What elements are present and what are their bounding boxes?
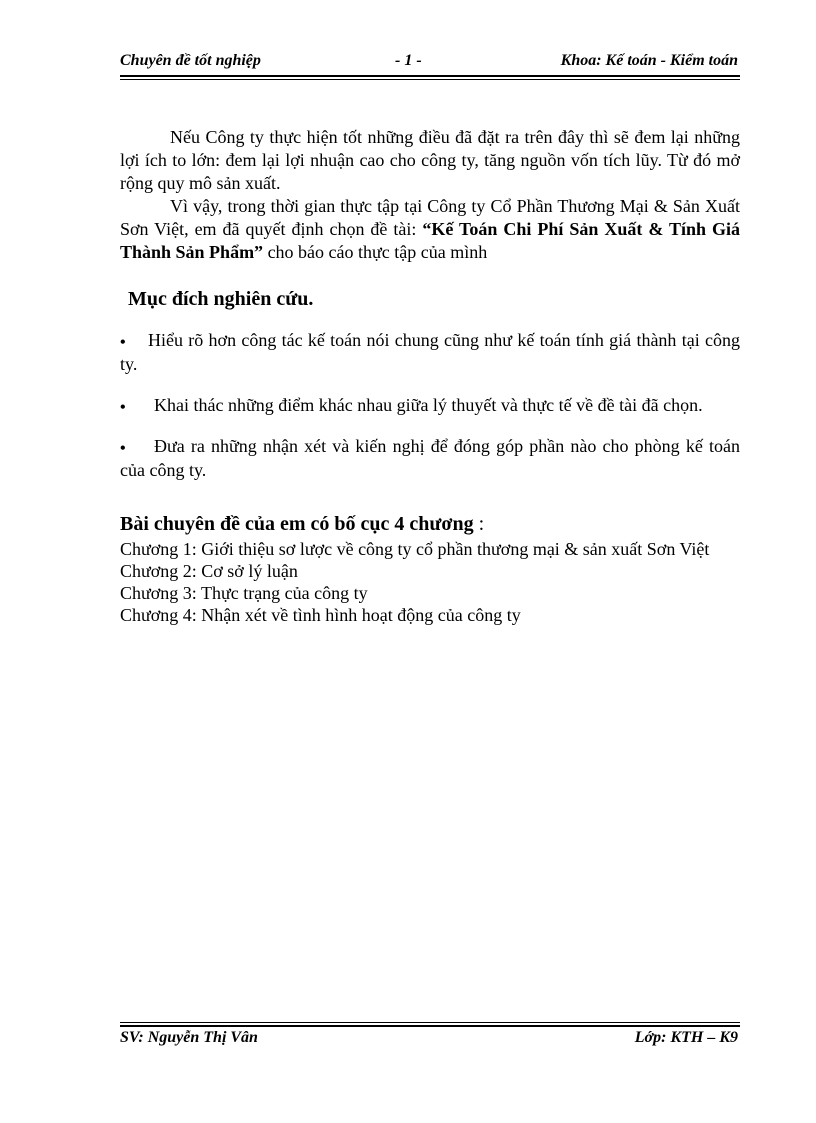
page-number: - 1 - xyxy=(395,52,422,69)
chapter-item: Chương 4: Nhận xét về tình hình hoạt động của công ty xyxy=(120,605,521,625)
chapter-item: Chương 3: Thực trạng của công ty xyxy=(120,583,368,603)
purpose-bullet-text: Khai thác những điểm khác nhau giữa lý thuyết và thực tế về đề tài đã chọn. xyxy=(154,395,703,415)
purpose-bullet xyxy=(120,328,740,376)
header-rule-thin xyxy=(120,79,740,80)
purpose-heading: Mục đích nghiên cứu. xyxy=(128,288,314,310)
purpose-bullet-text: Đưa ra những nhận xét và kiến nghị để đóng góp phần nào cho phòng kế toán của công ty. xyxy=(120,436,740,480)
footer-class: Lớp: KTH – K9 xyxy=(634,1029,738,1046)
page-header xyxy=(120,50,740,74)
footer-rule-thin xyxy=(120,1022,740,1023)
footer-student: SV: Nguyễn Thị Vân xyxy=(120,1029,258,1046)
header-title: Chuyên đề tốt nghiệp xyxy=(120,52,261,69)
structure-heading-text: Bài chuyên đề của em có bố cục 4 chương xyxy=(120,513,474,535)
header-rule-thick xyxy=(120,75,740,77)
bullet-icon: • xyxy=(120,334,126,351)
bullet-icon: • xyxy=(120,399,126,416)
intro-paragraph: Nếu Công ty thực hiện tốt những điều đã đặt ra trên đây thì sẽ đem lại những lợi ích to lớn: đem lại lợi nhuận cao cho công ty, tăng nguồn vốn tích lũy. Từ đó mở rộng quy mô sản xuất. xyxy=(120,127,740,193)
topic-title: “Kế Toán Chi Phí Sản Xuất & Tính Giá Thành Sản Phẩm” xyxy=(120,219,740,262)
bullet-icon: • xyxy=(120,440,126,457)
chapter-item: Chương 2: Cơ sở lý luận xyxy=(120,561,298,581)
structure-heading-colon: : xyxy=(473,513,485,535)
structure-heading xyxy=(120,513,484,536)
purpose-bullet xyxy=(120,434,740,482)
chapter-item: Chương 1: Giới thiệu sơ lược về công ty cổ phần thương mại & sản xuất Sơn Việt xyxy=(120,539,710,559)
topic-tail: cho báo cáo thực tập của mình xyxy=(263,242,488,262)
topic-paragraph xyxy=(120,195,740,264)
chapter-list xyxy=(120,538,709,626)
purpose-bullet xyxy=(120,393,740,417)
topic-lead: Vì vậy, trong thời gian thực tập tại Công ty Cổ Phần Thương Mại & Sản Xuất Sơn Việt, em đã quyết định chọn đề tài: xyxy=(120,196,740,239)
footer-rule-thick xyxy=(120,1025,740,1027)
purpose-bullet-text: Hiểu rõ hơn công tác kế toán nói chung cũng như kế toán tính giá thành tại công ty. xyxy=(120,330,740,374)
page-footer xyxy=(120,1029,740,1053)
header-department: Khoa: Kế toán - Kiểm toán xyxy=(560,52,738,69)
